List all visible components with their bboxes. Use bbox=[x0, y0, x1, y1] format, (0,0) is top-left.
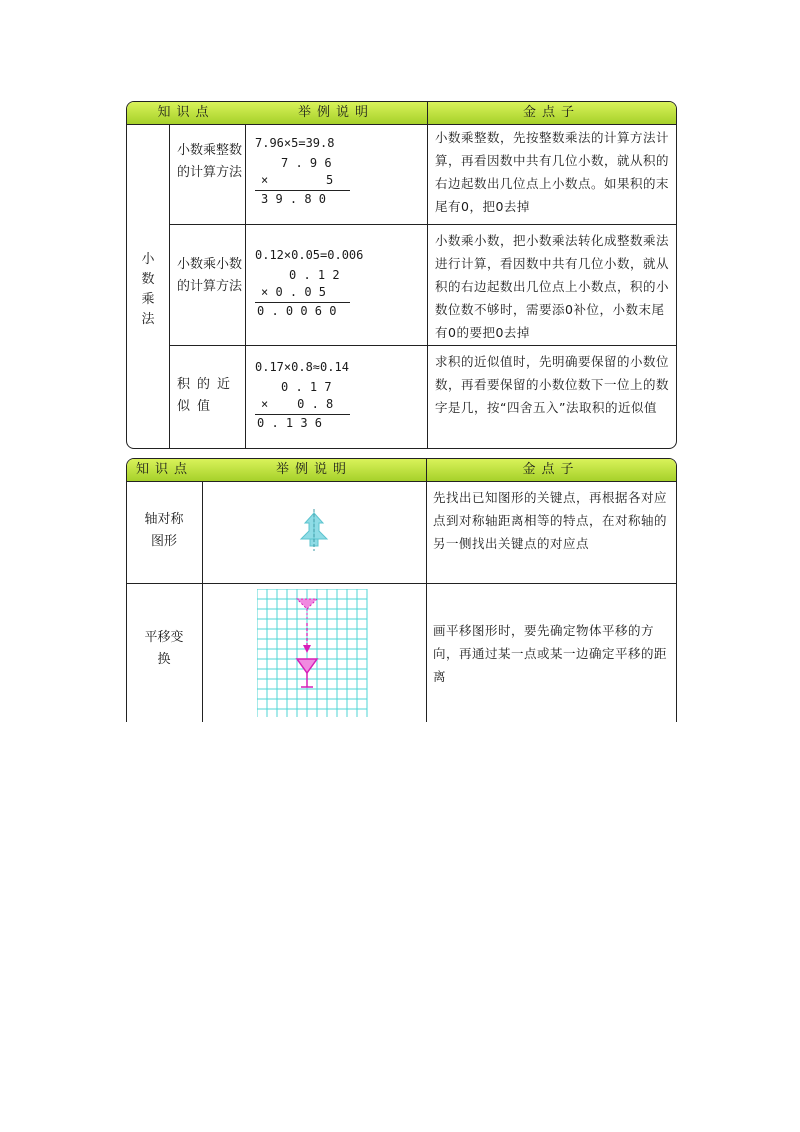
factor-1: 0 . 1 2 bbox=[289, 268, 340, 282]
topic-axis-symmetry: 轴对称图形 bbox=[144, 512, 184, 549]
product: 0 . 0 0 6 0 bbox=[257, 304, 337, 318]
table-header bbox=[127, 459, 676, 482]
header-knowledge: 知识点 bbox=[135, 462, 193, 477]
tip-symmetry: 先找出已知图形的关键点，再根据各对应点到对称轴距离相等的特点，在对称轴的另一侧找出关键点的对应点 bbox=[433, 490, 668, 551]
header-knowledge: 知识点 bbox=[157, 105, 215, 120]
group-label: 小数乘法 bbox=[141, 252, 155, 327]
tip-translation: 画平移图形时，要先确定物体平移的方向，再通过某一点或某一边确定平移的距离 bbox=[433, 623, 668, 684]
topic-approximate-product: 积的近似值 bbox=[177, 377, 238, 414]
factor-2: × 0 . 0 5 bbox=[261, 285, 327, 299]
tip-2: 小数乘小数，把小数乘法转化成整数乘法进行计算，看因数中共有几位小数，就从积的右边起数出几位点上小数点，积的小数位数不够时，需要添0补位，小数末尾有0的要把0去掉 bbox=[435, 233, 670, 340]
tip-1: 小数乘整数，先按整数乘法的计算方法计算，再看因数中共有几位小数，就从积的右边起数出几位点上小数点。如果积的末尾有0，把0去掉 bbox=[435, 130, 670, 214]
translation-grid-icon bbox=[257, 589, 369, 717]
calc-example-2 bbox=[255, 248, 420, 328]
equation: 7.96×5=39.8 bbox=[255, 136, 335, 150]
product: 0 . 1 3 6 bbox=[257, 416, 323, 430]
multiplication-table bbox=[126, 101, 677, 449]
factor-2: × 0 . 8 bbox=[261, 397, 334, 411]
tip-3: 求积的近似值时，先明确要保留的小数位数，再看要保留的小数位数下一位上的数字是几，按“四舍五入”法取积的近似值 bbox=[435, 354, 670, 415]
product: 3 9 . 8 0 bbox=[261, 192, 327, 206]
header-tips: 金点子 bbox=[522, 462, 580, 477]
equation: 0.17×0.8≈0.14 bbox=[255, 360, 349, 374]
factor-1: 0 . 1 7 bbox=[281, 380, 332, 394]
topic-decimal-by-integer: 小数乘整数的计算方法 bbox=[177, 143, 243, 180]
header-example: 举例说明 bbox=[275, 462, 352, 477]
factor-2: × 5 bbox=[261, 173, 334, 187]
header-tips: 金点子 bbox=[522, 105, 580, 120]
table-header bbox=[127, 102, 676, 125]
geometry-table bbox=[126, 458, 677, 722]
calc-example-3 bbox=[255, 360, 420, 440]
factor-1: 7 . 9 6 bbox=[281, 156, 332, 170]
calc-example-1 bbox=[255, 136, 420, 216]
topic-decimal-by-decimal: 小数乘小数的计算方法 bbox=[177, 257, 243, 294]
topic-translation: 平移变换 bbox=[144, 630, 184, 667]
equation: 0.12×0.05=0.006 bbox=[255, 248, 364, 262]
header-example: 举例说明 bbox=[297, 105, 374, 120]
axis-symmetric-arrow-icon bbox=[293, 509, 335, 551]
